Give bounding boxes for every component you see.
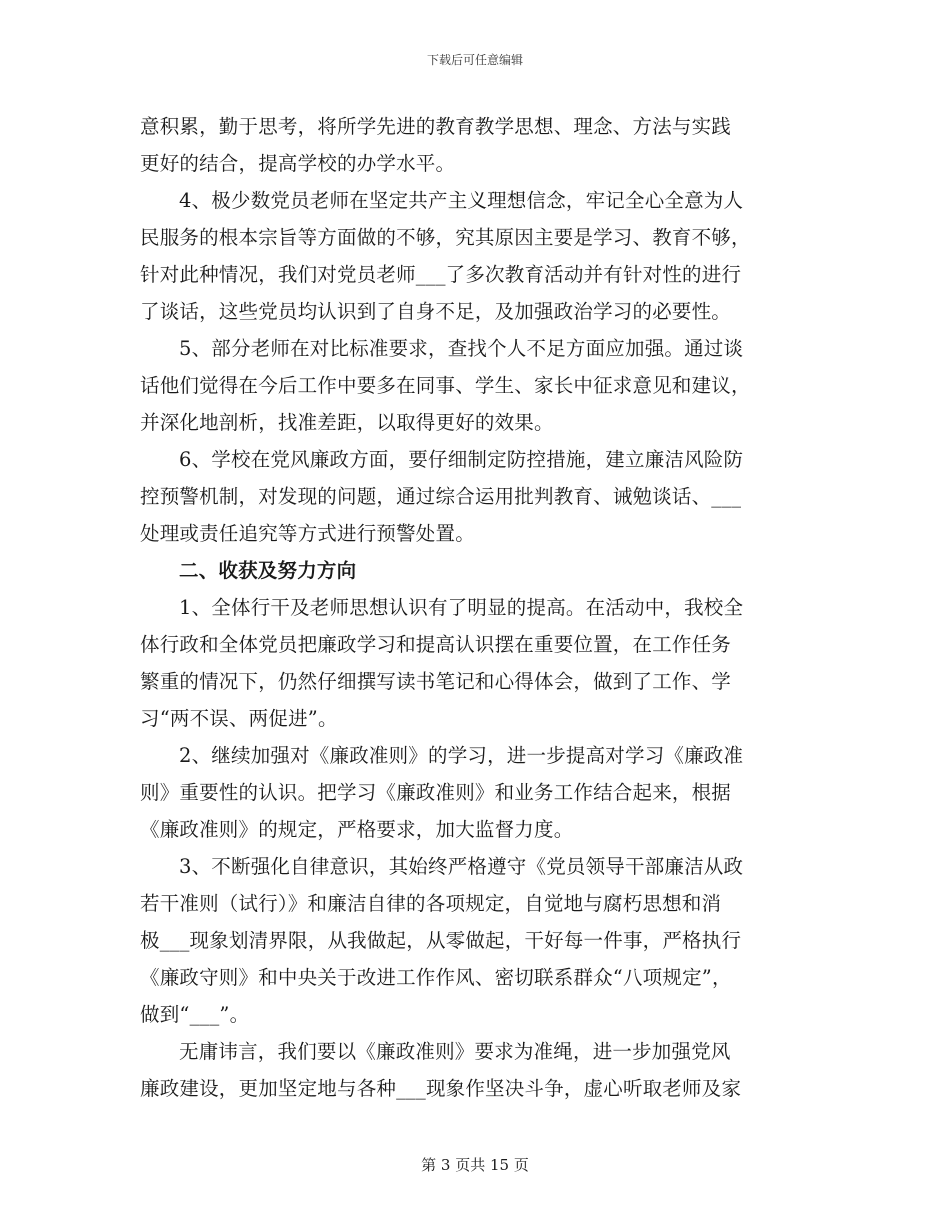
text-line: 廉政建设，更加坚定地与各种___现象作坚决斗争，虚心听取老师及家 <box>140 1077 742 1100</box>
text-line: 针对此种情况，我们对党员老师___了多次教育活动并有针对性的进行 <box>140 263 742 286</box>
paragraph-start-line: 2、继续加强对《廉政准则》的学习，进一步提高对学习《廉政准 <box>179 744 744 767</box>
text-line: 则》重要性的认识。把学习《廉政准则》和业务工作结合起来，根据 <box>140 781 732 804</box>
text-line: 极___现象划清界限，从我做起，从零做起，干好每一件事，严格执行 <box>140 929 742 952</box>
text-line: 意积累，勤于思考，将所学先进的教育教学思想、理念、方法与实践 <box>140 115 732 138</box>
text-line: 《廉政守则》和中央关于改进工作作风、密切联系群众“八项规定”， <box>140 966 732 989</box>
paragraph-start-line: 4、极少数党员老师在坚定共产主义理想信念，牢记全心全意为人 <box>179 189 744 212</box>
text-line: 体行政和全体党员把廉政学习和提高认识摆在重要位置，在工作任务 <box>140 633 732 656</box>
text-line: 控预警机制，对发现的问题，通过综合运用批判教育、诫勉谈话、___ <box>140 485 742 508</box>
paragraph-start-line: 6、学校在党风廉政方面，要仔细制定防控措施，建立廉洁风险防 <box>179 448 744 471</box>
text-line: 话他们觉得在今后工作中要多在同事、学生、家长中征求意见和建议， <box>140 374 751 397</box>
text-line: 习“两不误、两促进”。 <box>140 707 338 730</box>
text-line: 繁重的情况下，仍然仔细撰写读书笔记和心得体会，做到了工作、学 <box>140 670 732 693</box>
page-header: 下载后可任意编辑 <box>426 53 523 67</box>
text-line: 若干准则（试行）》和廉洁自律的各项规定，自觉地与腐朽思想和消 <box>140 892 722 915</box>
page-footer: 第 3 页共 15 页 <box>421 1156 529 1174</box>
section-heading: 二、收获及努力方向 <box>179 559 357 582</box>
text-line: 处理或责任追究等方式进行预警处置。 <box>140 522 475 545</box>
text-line: 更好的结合，提高学校的办学水平。 <box>140 152 456 175</box>
paragraph-start-line: 5、部分老师在对比标准要求，查找个人不足方面应加强。通过谈 <box>179 337 744 360</box>
text-line: 《廉政准则》的规定，严格要求，加大监督力度。 <box>140 818 574 841</box>
text-line: 了谈话，这些党员均认识到了自身不足，及加强政治学习的必要性。 <box>140 300 732 323</box>
paragraph-start-line: 无庸讳言，我们要以《廉政准则》要求为准绳，进一步加强党风 <box>179 1040 731 1063</box>
text-line: 民服务的根本宗旨等方面做的不够，究其原因主要是学习、教育不够， <box>140 226 751 249</box>
document-body <box>140 108 812 1107</box>
paragraph-start-line: 3、不断强化自律意识，其始终严格遵守《党员领导干部廉洁从政 <box>179 855 744 878</box>
text-line: 并深化地剖析，找准差距，以取得更好的效果。 <box>140 411 554 434</box>
paragraph-start-line: 1、全体行干及老师思想认识有了明显的提高。在活动中，我校全 <box>179 596 744 619</box>
text-line: 做到“___”。 <box>140 1003 250 1026</box>
